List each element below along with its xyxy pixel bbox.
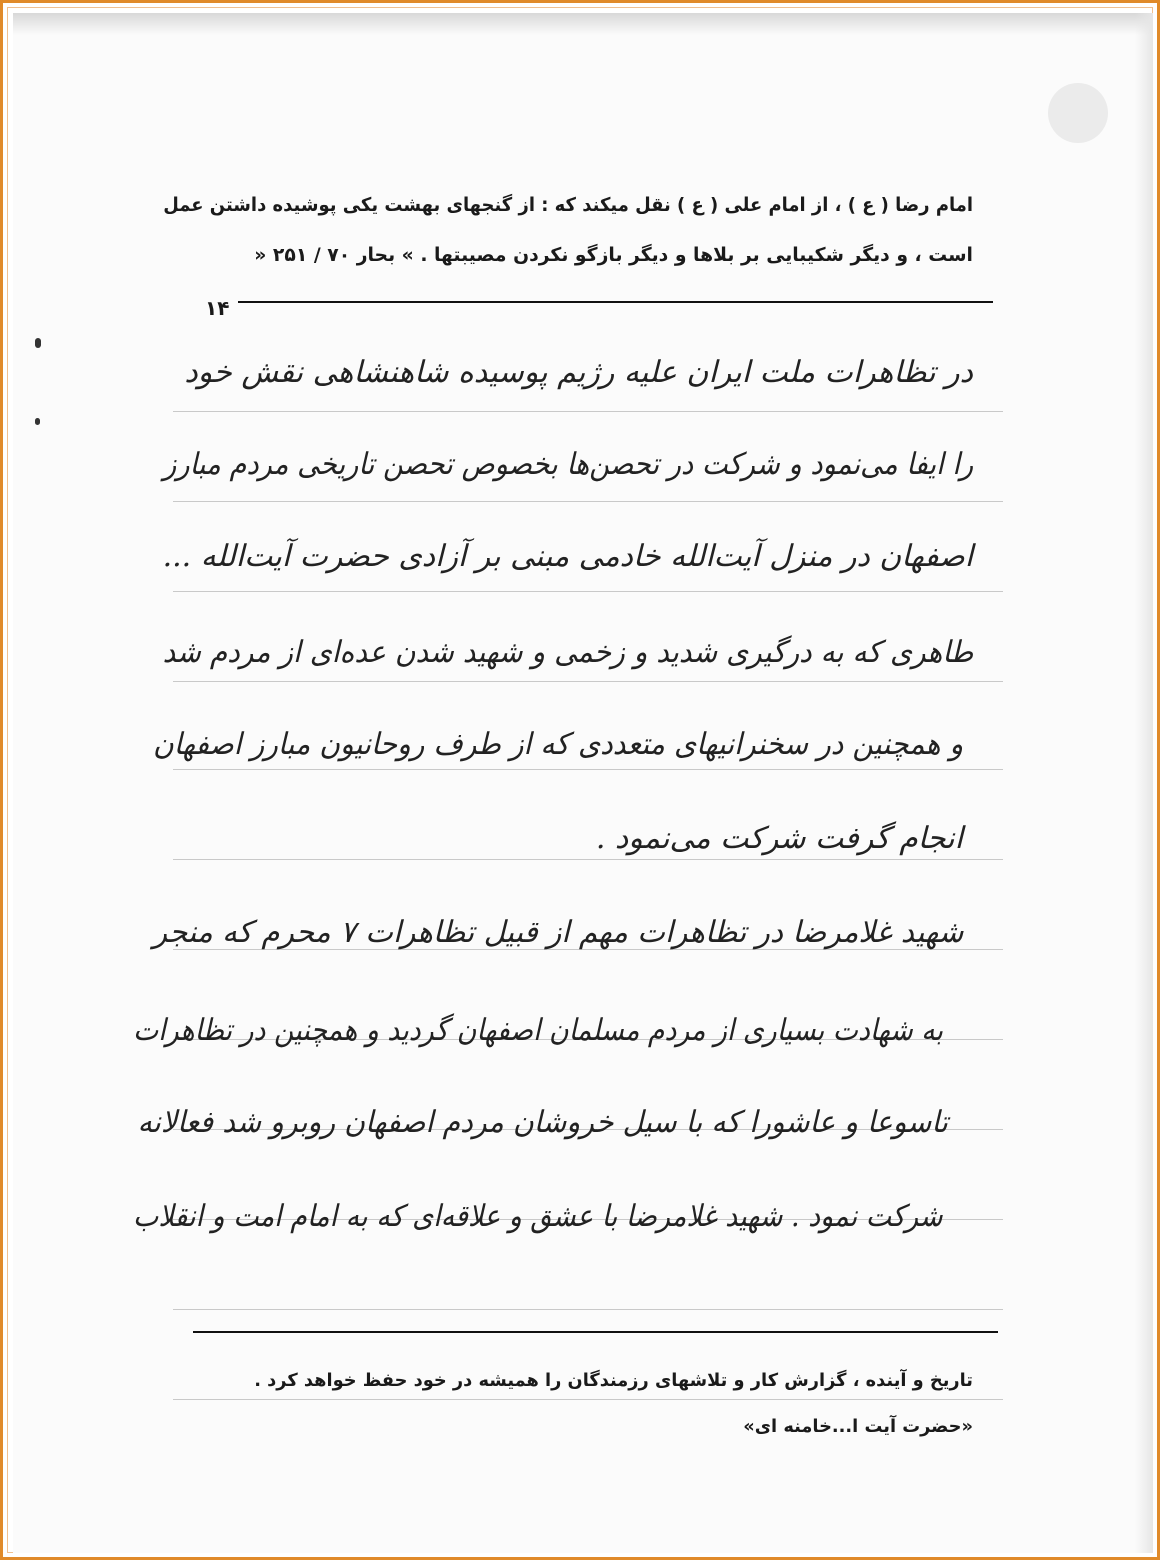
handwritten-line-10: شرکت نمود . شهید غلامرضا با عشق و علاقه‌ای که به امام امت و انقلاب (133, 1199, 943, 1234)
handwritten-line-2: را ایفا می‌نمود و شرکت در تحصن‌ها بخصوص تحصن تاریخی مردم مبارز (162, 447, 973, 482)
handwritten-line-5: و همچنین در سخنرانیهای متعددی که از طرف روحانیون مبارز اصفهان (152, 727, 963, 762)
handwritten-line-8: به شهادت بسیاری از مردم مسلمان اصفهان گردید و همچنین در تظاهرات (132, 1013, 943, 1048)
handwritten-line-6: انجام گرفت شرکت می‌نمود . (595, 821, 963, 856)
ruled-line (173, 1309, 1003, 1310)
ruled-line (173, 1399, 1003, 1400)
page-number: ۱۴ (205, 296, 230, 320)
header-quote-line-1: امام رضا ( ع ) ، از امام علی ( ع ) نقل میکند که : از گنجهای بهشت یکی پوشیده داشتن عمل (163, 194, 973, 216)
ruled-line (173, 859, 1003, 860)
handwritten-line-7: شهید غلامرضا در تظاهرات مهم از قبیل تظاهرات ۷ محرم که منجر (152, 915, 963, 950)
binder-hole-mark (35, 338, 41, 348)
ruled-line (173, 411, 1003, 412)
scanned-sheet (13, 13, 1153, 1553)
scan-smudge (1048, 83, 1108, 143)
handwritten-line-9: تاسوعا و عاشورا که با سیل خروشان مردم اصفهان روبرو شد فعالانه (137, 1105, 948, 1140)
ruled-line (173, 681, 1003, 682)
footer-quote-attribution: «حضرت آیت ا...خامنه ای» (743, 1416, 973, 1437)
header-quote-line-2: است ، و دیگر شکیبایی بر بلاها و دیگر بازگو نکردن مصیبتها . » بحار ۷۰ / ۲۵۱ « (254, 244, 973, 266)
handwritten-line-1: در تظاهرات ملت ایران علیه رژیم پوسیده شاهنشاهی نقش خود (184, 355, 973, 390)
handwritten-line-4: طاهری که به درگیری شدید و زخمی و شهید شدن عده‌ای از مردم شد (162, 635, 973, 670)
header-divider (238, 301, 993, 303)
ruled-line (173, 769, 1003, 770)
binder-hole-mark (35, 418, 40, 425)
footer-divider (193, 1331, 998, 1333)
ruled-line (173, 501, 1003, 502)
footer-quote-line-1: تاریخ و آینده ، گزارش کار و تلاشهای رزمندگان را همیشه در خود حفظ خواهد کرد . (254, 1370, 973, 1391)
ruled-line (173, 591, 1003, 592)
handwritten-line-3: اصفهان در منزل آیت‌الله خادمی مبنی بر آزادی حضرت آیت‌الله ... (162, 539, 973, 574)
